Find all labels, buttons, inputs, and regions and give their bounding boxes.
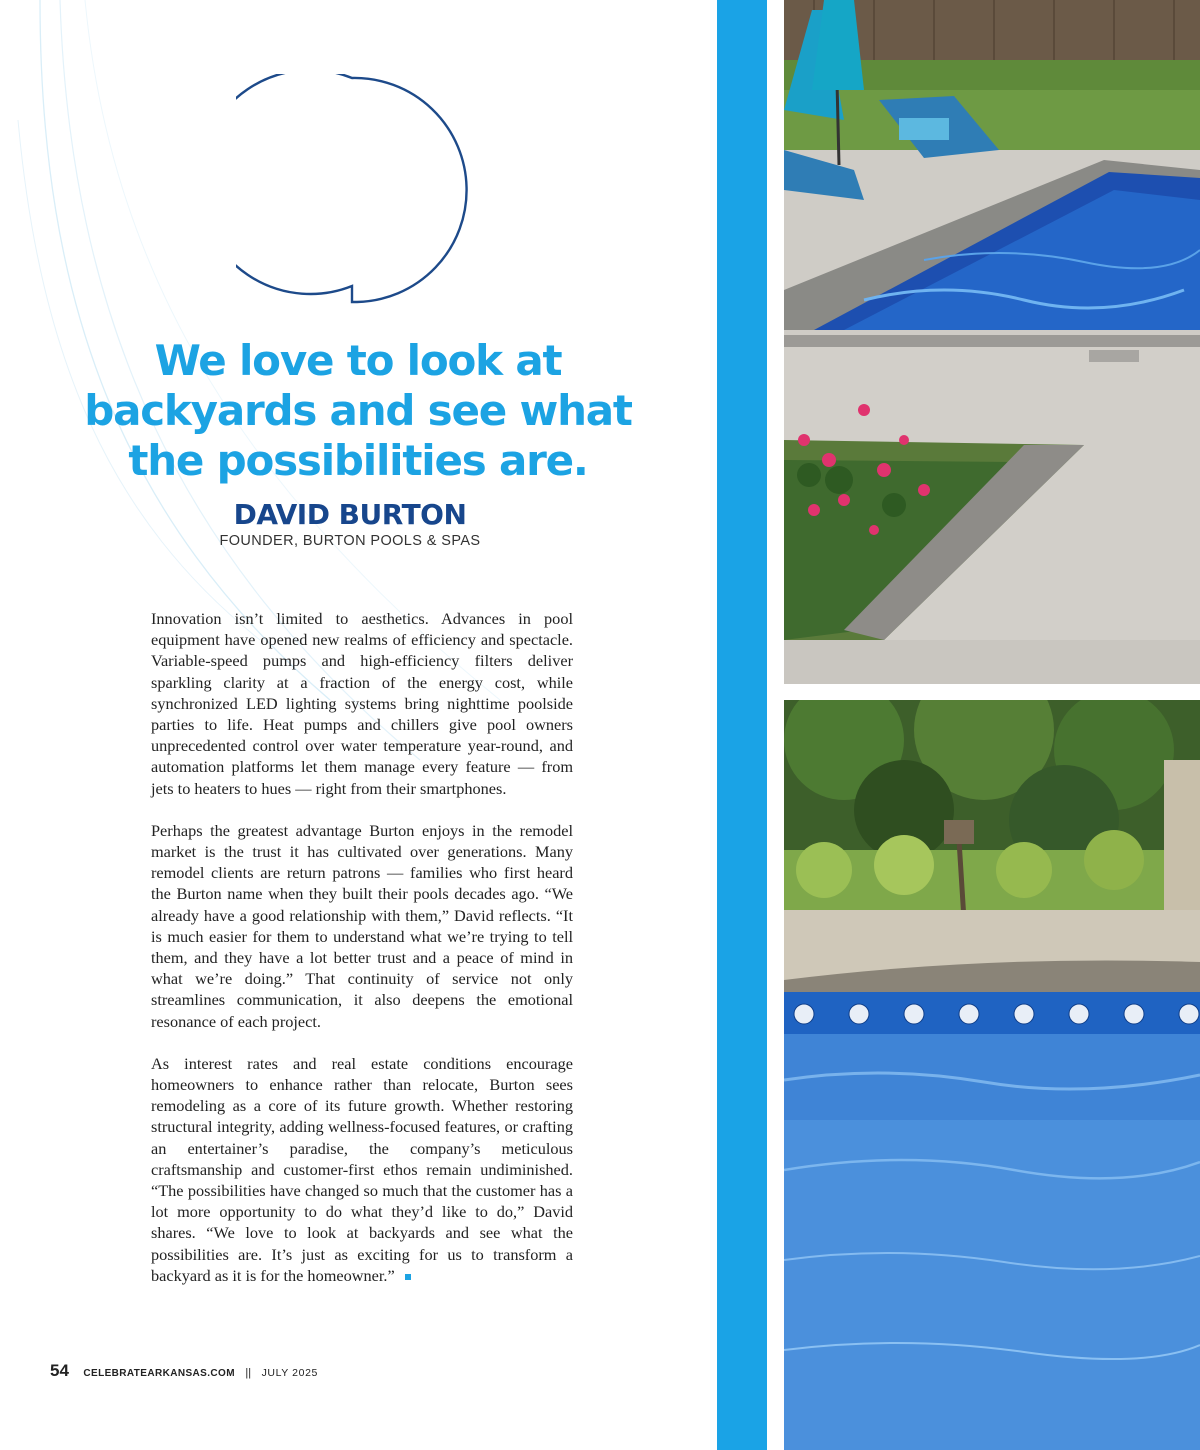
quote-attribution-name: DAVID BURTON bbox=[233, 498, 467, 531]
article-paragraph: Perhaps the greatest advantage Burton enjoys in the remodel market is the trust it has cultivated over generations. Many remodel clients are return patrons — families who first heard the Burton name when they built their pools decades ago. “We already have a good relationship with them,” David reflects. “It is much easier for them to understand what we’re trying to tell them, and they have a lot better trust and a peace of mind in what we’re doing.” That continuity of service not only streamlines communication, it also deepens the emotional resonance of each project. bbox=[151, 820, 573, 1031]
quote-attribution-role: FOUNDER, BURTON POOLS & SPAS bbox=[219, 533, 481, 549]
article-paragraph-text: As interest rates and real estate conditions encourage homeowners to enhance rather than relocate, Burton sees remodeling as a core of its future growth. Whether restoring structural integrity, adding wellness-focused features, or crafting an entertainer’s paradise, the company’s meticulous craftsmanship and customer-first ethos remain undiminished. “The possibilities have changed so much that the customer has a lot more opportunity to do what they’d like to do,” David shares. “We love to look at backyards and see what the possibilities are. It’s just as exciting for us to transform a backyard as it is for the homeowner.” bbox=[151, 1053, 573, 1285]
pull-quote-line: backyards and see what bbox=[84, 386, 632, 435]
article-paragraph-last bbox=[151, 1053, 573, 1286]
pull-quote bbox=[40, 336, 676, 486]
speech-bubble-icon bbox=[236, 74, 468, 314]
footer-separator: || bbox=[245, 1367, 252, 1379]
pull-quote-line: the possibilities are. bbox=[128, 436, 588, 485]
footer-website: CELEBRATEARKANSAS.COM bbox=[83, 1368, 235, 1379]
article-paragraph: Innovation isn’t limited to aesthetics. Advances in pool equipment have opened new realms of efficiency and spectacle. Variable-speed pumps and high-efficiency filters deliver sparkling clarity at a fraction of the energy cost, while synchronized LED lighting systems bring nighttime poolside parties to life. Heat pumps and chillers give pool owners unprecedented control over water temperature year-round, and automation platforms let them manage every feature — from jets to heaters to hues — right from their smartphones. bbox=[151, 609, 573, 798]
pull-quote-line: We love to look at bbox=[154, 336, 562, 385]
pool-deck-photo bbox=[784, 0, 1200, 684]
footer-date: JULY 2025 bbox=[261, 1367, 318, 1379]
pool-tile-photo bbox=[784, 700, 1200, 1450]
square-end-mark bbox=[405, 1274, 411, 1280]
blue-accent-bar bbox=[717, 0, 767, 1450]
article-body bbox=[151, 608, 573, 1307]
page-number: 54 bbox=[50, 1361, 69, 1380]
